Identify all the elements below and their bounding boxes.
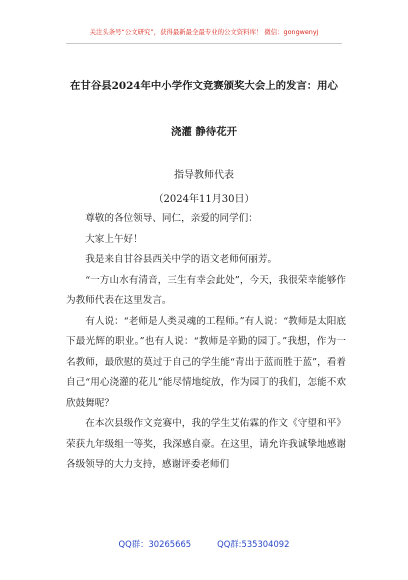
document-title-line-1: 在甘谷县2024年中小学作文竞赛颁奖大会上的发言：用心 (70, 80, 338, 92)
greeting: 大家上午好！ (85, 233, 143, 245)
paragraph-honor: “一方山水有清音，三生有幸会此处”，今天，我很荣幸能够作为教师代表在这里发言。 (66, 274, 346, 306)
header-banner: 关注头条号“公文研究”，获得最新最全最专业的公文资料库！ 微信：gongwenyj (89, 28, 319, 36)
speech-date: （2024年11月30日） (153, 194, 255, 205)
speaker-role: 指导教师代表 (174, 170, 234, 181)
paragraph-teacher-quotes: 有人说：“老师是人类灵魂的工程师。”有人说：“教师是太阳底下最光辉的职业。”也有人说：“教师是辛勤的园丁。”我想，作为一名教师，最欣慰的莫过于自己的学生能“青出于蓝而胜于蓝”，看着自己“用心浇灌的花儿”能尽情地绽放，作为园丁的我们，怎能不欢欣鼓舞呢？ (66, 315, 346, 409)
footer-contact (0, 538, 408, 550)
salutation: 尊敬的各位领导、同仁，亲爱的同学们： (85, 213, 258, 224)
document-title-line-2: 浇灌 静待花开 (171, 126, 237, 138)
header-divider (66, 43, 342, 44)
paragraph-competition: 在本次县级作文竞赛中，我的学生艾佑霖的作文《守望和平》荣获九年级组一等奖，我深感自豪。在这里，请允许我诚挚地感谢各级领导的大力支持，感谢评委老师们 (66, 418, 346, 470)
self-introduction: 我是来自甘谷县西关中学的语文老师何丽芳。 (85, 254, 278, 265)
speech-body (66, 209, 346, 476)
footer-qq-group-1: QQ群：30265665 (118, 539, 192, 549)
footer-qq-group-2: QQ群:535304092 (217, 539, 290, 549)
